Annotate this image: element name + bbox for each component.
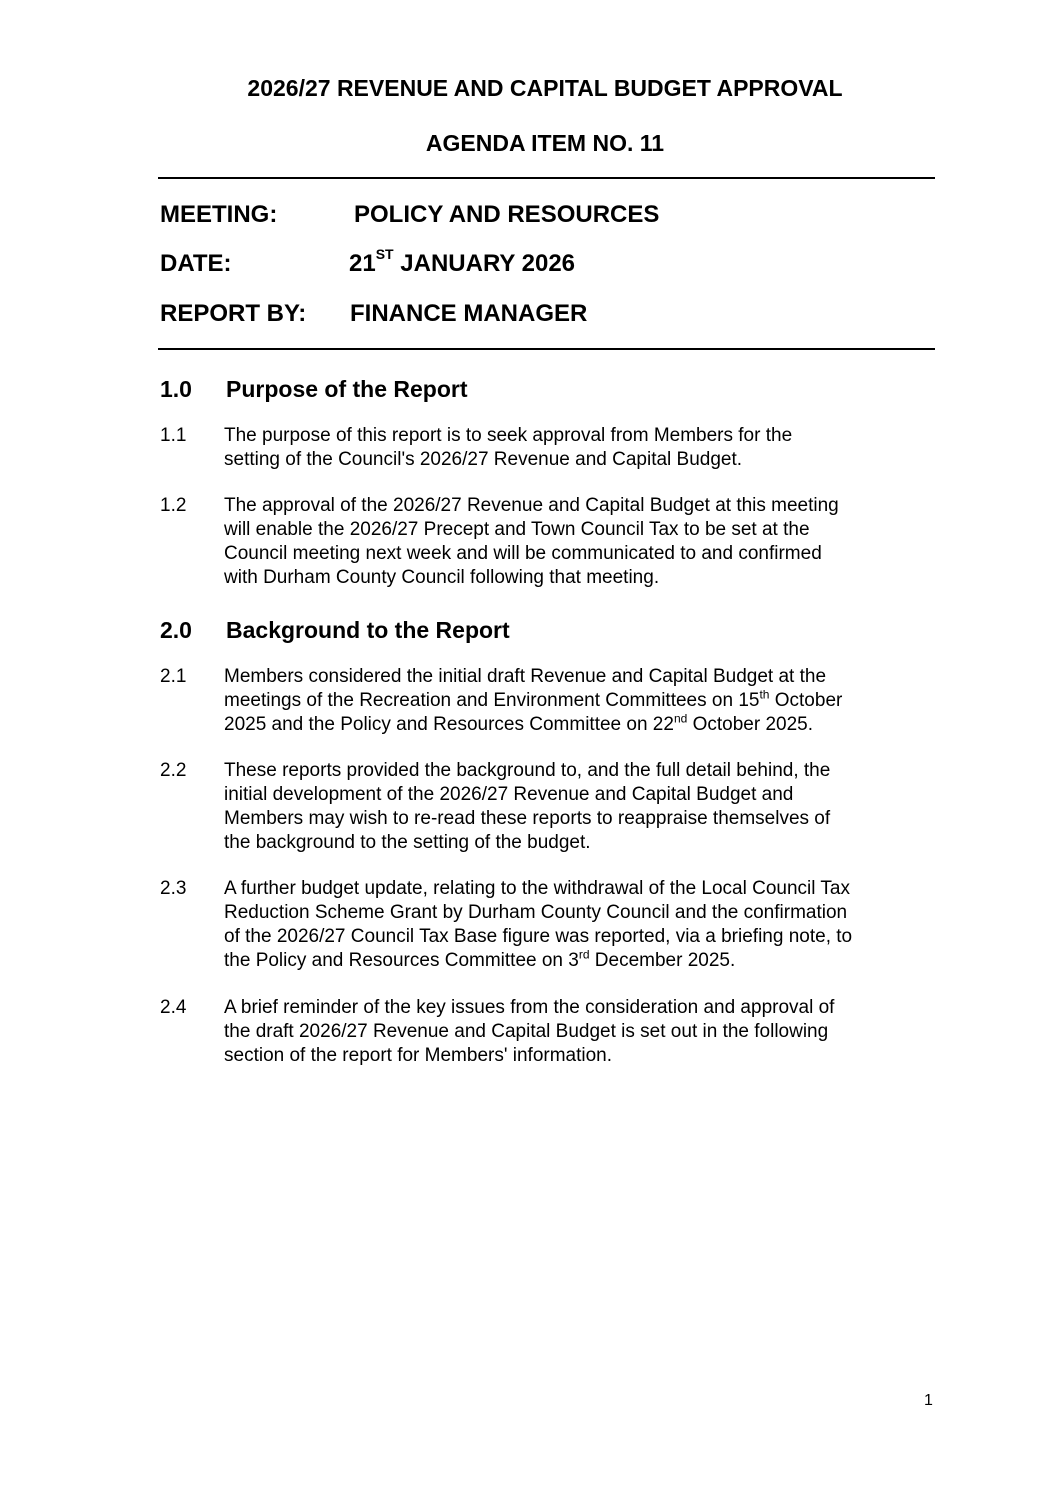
text-fragment: meetings of the Recreation and Environment Committees on 15	[224, 690, 760, 711]
text-line: of the 2026/27 Council Tax Base figure was reported, via a briefing note, to	[224, 926, 853, 947]
ordinal-suffix: rd	[578, 947, 590, 962]
text-line: the draft 2026/27 Revenue and Capital Budget is set out in the following	[224, 1021, 829, 1042]
paragraph-number: 2.3	[160, 878, 187, 899]
date-value	[349, 246, 576, 278]
text-line: Members may wish to re-read these reports to reappraise themselves of	[224, 808, 831, 829]
text-line	[224, 689, 936, 713]
agenda-item-number: AGENDA ITEM NO. 11	[425, 130, 665, 156]
paragraph-number: 2.4	[160, 997, 187, 1018]
text-line	[224, 713, 936, 737]
text-line: with Durham County Council following that meeting.	[224, 567, 660, 588]
text-line: Members considered the initial draft Revenue and Capital Budget at the	[224, 666, 827, 687]
date-month-year: JANUARY 2026	[393, 250, 576, 277]
paragraph-text	[224, 494, 936, 590]
section-number: 2.0	[160, 617, 192, 643]
paragraph-number: 1.2	[160, 495, 187, 516]
text-fragment: October 2025.	[687, 714, 813, 735]
page-number: 1	[924, 1392, 933, 1409]
section-heading: Purpose of the Report	[226, 376, 468, 402]
text-line: The approval of the 2026/27 Revenue and Capital Budget at this meeting	[224, 495, 839, 516]
date-ordinal-suffix: ST	[375, 246, 394, 262]
report-by-label: REPORT BY:	[160, 300, 307, 327]
text-line: section of the report for Members' information.	[224, 1045, 613, 1066]
section-heading: Background to the Report	[226, 617, 510, 643]
meeting-label: MEETING:	[160, 201, 278, 228]
text-fragment: the Policy and Resources Committee on 3	[224, 950, 579, 971]
paragraph-number: 1.1	[160, 425, 187, 446]
text-fragment: December 2025.	[589, 950, 736, 971]
paragraph-text	[224, 877, 936, 973]
text-line: will enable the 2026/27 Precept and Town Council Tax to be set at the	[224, 519, 810, 540]
report-by-value: FINANCE MANAGER	[350, 300, 588, 327]
paragraph-text	[224, 759, 936, 855]
report-title: 2026/27 REVENUE AND CAPITAL BUDGET APPROVAL	[247, 75, 843, 101]
text-fragment: 2025 and the Policy and Resources Committee on 22	[224, 714, 674, 735]
text-line: the background to the setting of the budget.	[224, 832, 591, 853]
meeting-value: POLICY AND RESOURCES	[354, 201, 660, 228]
section-number: 1.0	[160, 376, 192, 402]
text-line: Reduction Scheme Grant by Durham County Council and the confirmation	[224, 902, 848, 923]
text-line: These reports provided the background to, and the full detail behind, the	[224, 760, 831, 781]
text-line: A further budget update, relating to the withdrawal of the Local Council Tax	[224, 878, 850, 899]
top-divider	[158, 177, 935, 179]
paragraph-number: 2.1	[160, 666, 187, 687]
text-line: A brief reminder of the key issues from the consideration and approval of	[224, 997, 835, 1018]
bottom-divider	[158, 348, 935, 350]
text-fragment: October	[769, 690, 843, 711]
text-line: Council meeting next week and will be communicated to and confirmed	[224, 543, 822, 564]
paragraph-text	[224, 665, 936, 737]
ordinal-suffix: nd	[673, 711, 688, 726]
ordinal-suffix: th	[759, 687, 770, 702]
date-day: 21	[349, 250, 376, 277]
text-line: initial development of the 2026/27 Revenue and Capital Budget and	[224, 784, 794, 805]
paragraph-number: 2.2	[160, 760, 187, 781]
text-line: The purpose of this report is to seek approval from Members for the	[224, 425, 793, 446]
text-line: setting of the Council's 2026/27 Revenue and Capital Budget.	[224, 449, 743, 470]
paragraph-text	[224, 996, 936, 1068]
date-label: DATE:	[160, 250, 232, 277]
paragraph-text	[224, 424, 936, 472]
text-line	[224, 949, 936, 973]
